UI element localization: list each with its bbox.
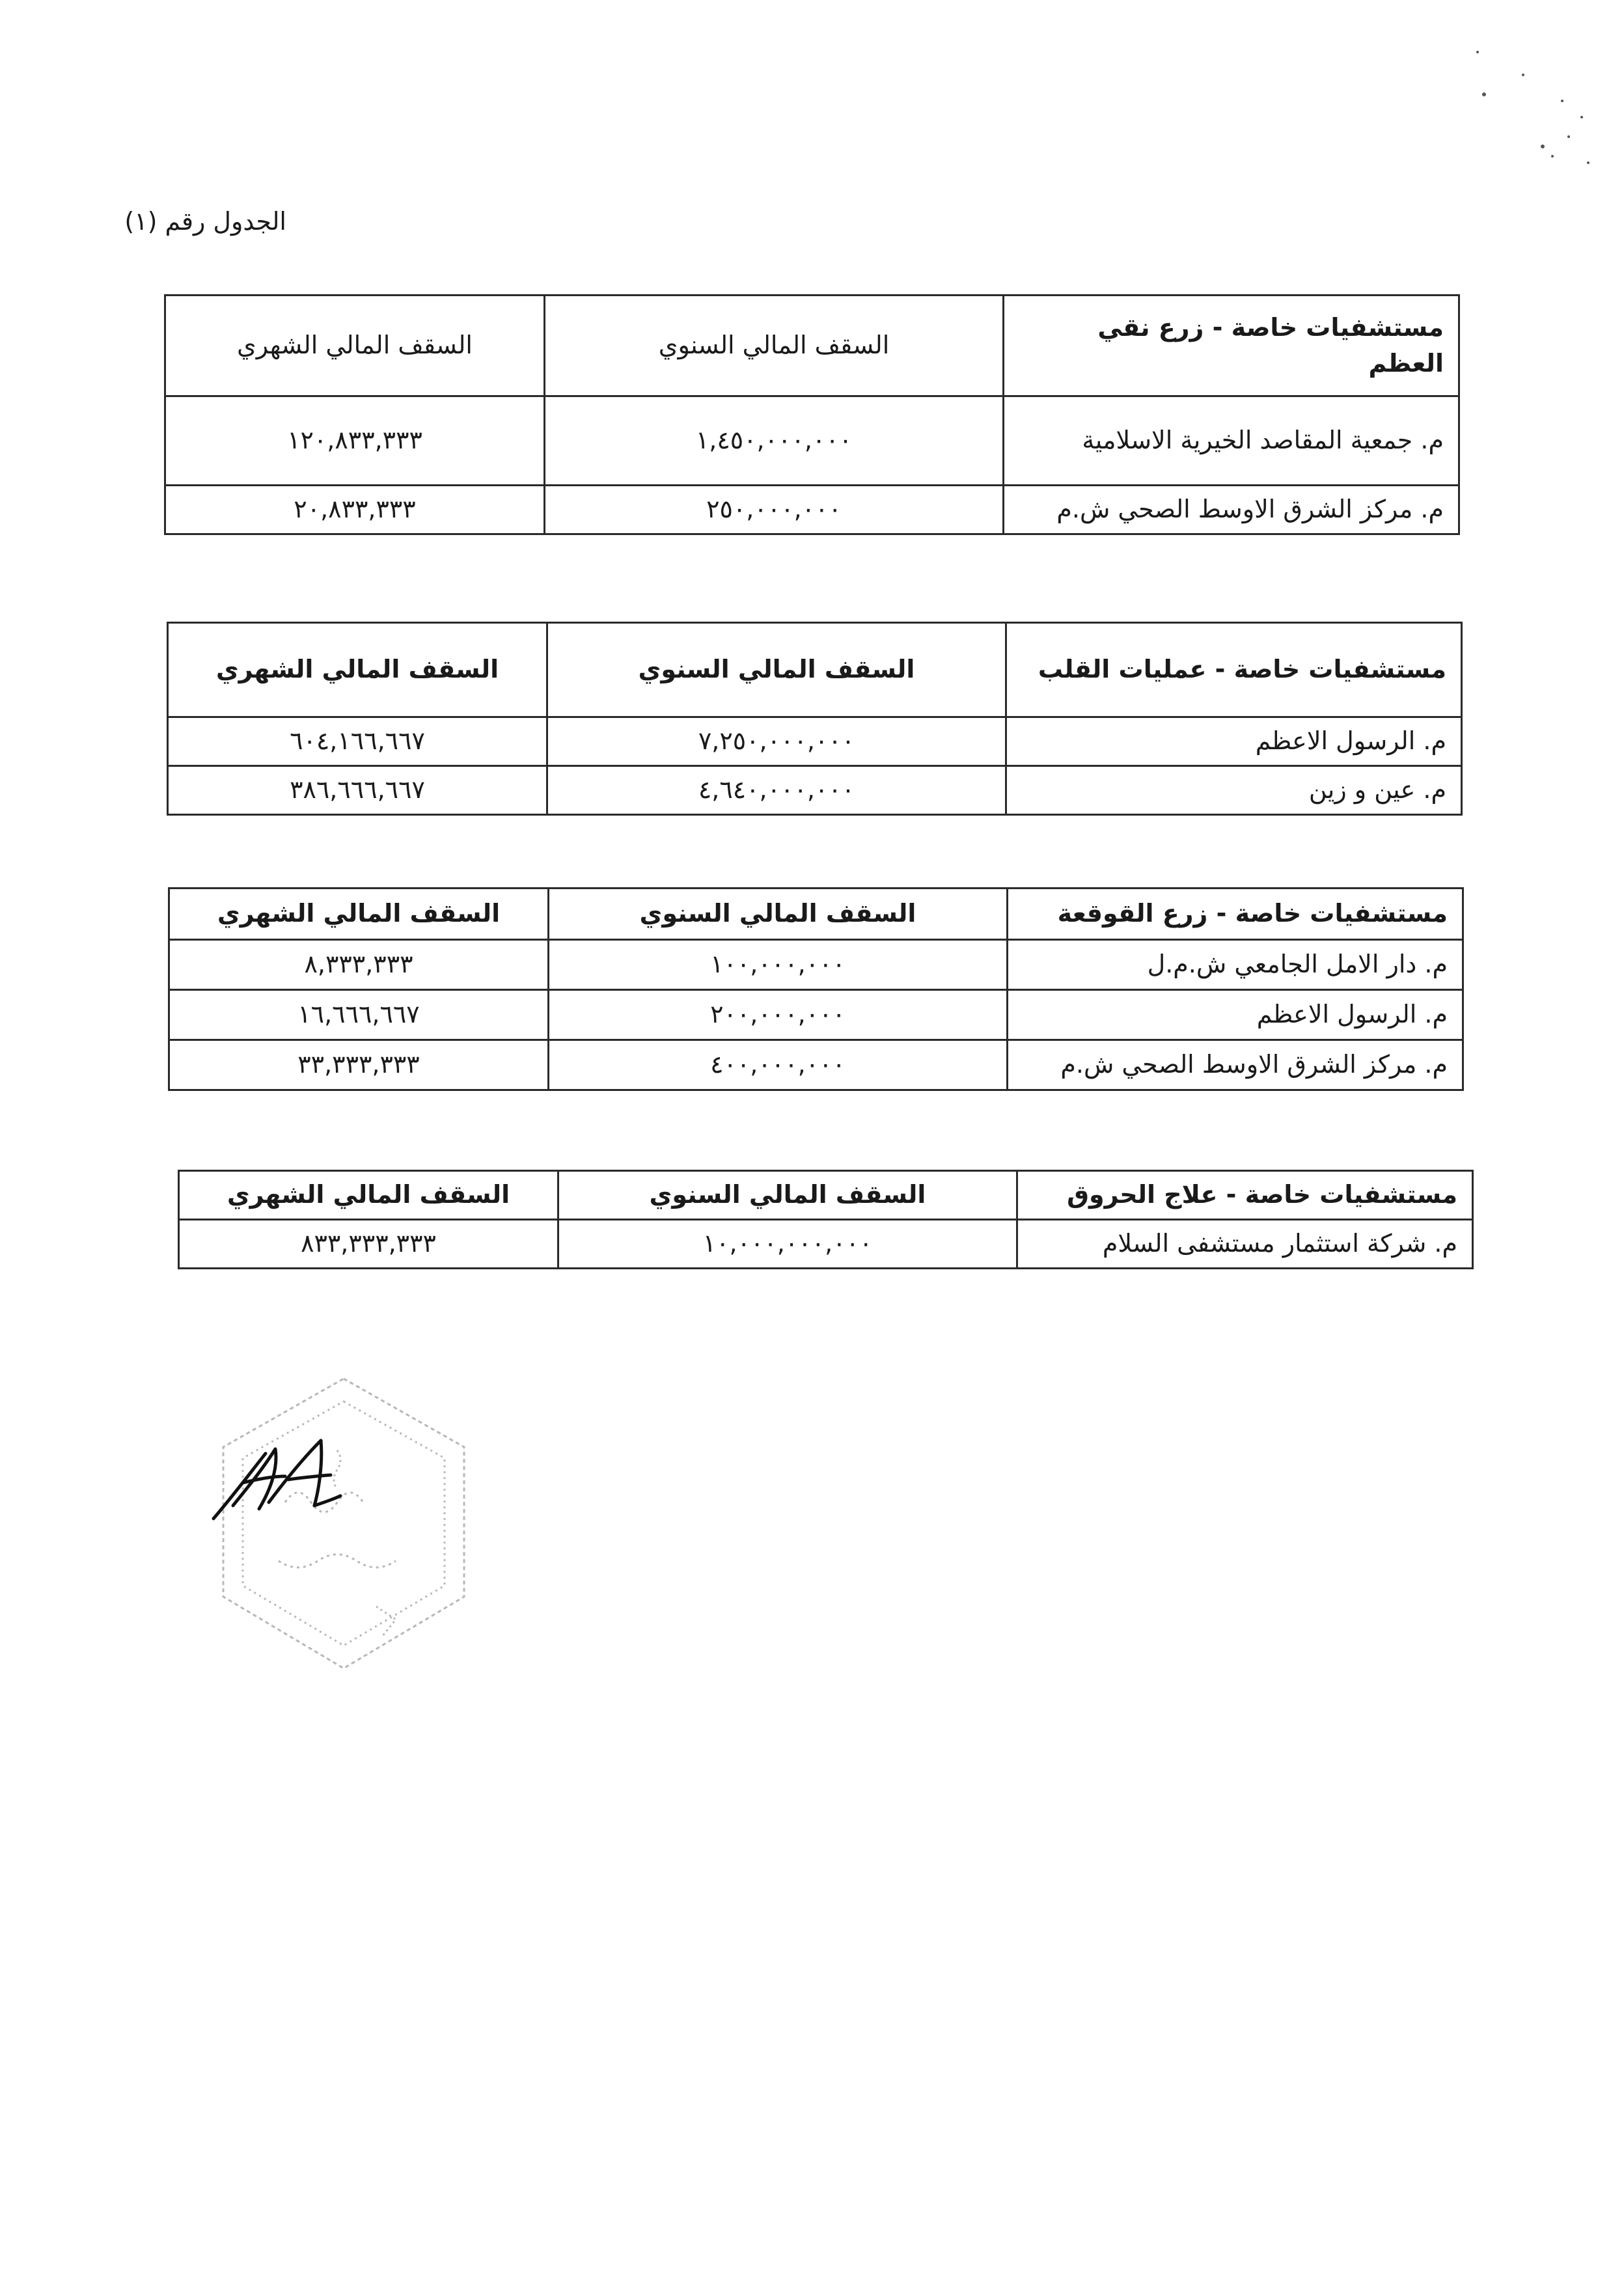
- monthly-ceiling-header: السقف المالي الشهري: [169, 889, 549, 940]
- annual-ceiling-value: ١,٤٥٠,٠٠٠,٠٠٠: [545, 396, 1004, 486]
- monthly-ceiling-header: السقف المالي الشهري: [179, 1171, 558, 1220]
- monthly-ceiling-header: السقف المالي الشهري: [168, 623, 547, 717]
- table-row: [165, 486, 1459, 534]
- annual-ceiling-value: ١٠,٠٠٠,٠٠٠,٠٠٠: [558, 1220, 1017, 1269]
- category-header: مستشفيات خاصة - علاج الحروق: [1017, 1171, 1473, 1220]
- monthly-ceiling-value: ٢٠,٨٣٣,٣٣٣: [165, 486, 545, 534]
- hospital-name: م. مركز الشرق الاوسط الصحي ش.م: [1004, 486, 1459, 534]
- table-row: [165, 396, 1459, 486]
- hospital-name: م. مركز الشرق الاوسط الصحي ش.م: [1008, 1040, 1463, 1090]
- category-header: مستشفيات خاصة - عمليات القلب: [1006, 623, 1462, 717]
- category-header: مستشفيات خاصة - زرع نقي العظم: [1004, 296, 1459, 396]
- burn-treatment-table: [178, 1170, 1474, 1269]
- monthly-ceiling-value: ٦٠٤,١٦٦,٦٦٧: [168, 717, 547, 766]
- table-number-title: الجدول رقم (١): [124, 207, 286, 236]
- cochlear-implant-table: [168, 887, 1464, 1091]
- table-row: [169, 1040, 1463, 1090]
- scan-specks: [1465, 26, 1595, 176]
- annual-ceiling-header: السقف المالي السنوي: [558, 1171, 1017, 1220]
- monthly-ceiling-value: ١٢٠,٨٣٣,٣٣٣: [165, 396, 545, 486]
- table-header-row: [179, 1171, 1473, 1220]
- annual-ceiling-header: السقف المالي السنوي: [549, 889, 1008, 940]
- handwritten-signature: [213, 1440, 340, 1519]
- annual-ceiling-header: السقف المالي السنوي: [547, 623, 1006, 717]
- annual-ceiling-header: السقف المالي السنوي: [545, 296, 1004, 396]
- table-row: [168, 766, 1462, 815]
- table-header-row: [168, 623, 1462, 717]
- hospital-name: م. الرسول الاعظم: [1006, 717, 1462, 766]
- annual-ceiling-value: ٢٥٠,٠٠٠,٠٠٠: [545, 486, 1004, 534]
- table-row: [169, 940, 1463, 990]
- annual-ceiling-value: ٤,٦٤٠,٠٠٠,٠٠٠: [547, 766, 1006, 815]
- monthly-ceiling-header: السقف المالي الشهري: [165, 296, 545, 396]
- official-stamp-signature: [207, 1372, 480, 1678]
- annual-ceiling-value: ٧,٢٥٠,٠٠٠,٠٠٠: [547, 717, 1006, 766]
- heart-surgery-table: [167, 622, 1463, 816]
- monthly-ceiling-value: ١٦,٦٦٦,٦٦٧: [169, 990, 549, 1040]
- monthly-ceiling-value: ٨٣٣,٣٣٣,٣٣٣: [179, 1220, 558, 1269]
- table-header-row: [169, 889, 1463, 940]
- monthly-ceiling-value: ٣٣,٣٣٣,٣٣٣: [169, 1040, 549, 1090]
- table-row: [169, 990, 1463, 1040]
- hospital-name: م. الرسول الاعظم: [1008, 990, 1463, 1040]
- monthly-ceiling-value: ٨,٣٣٣,٣٣٣: [169, 940, 549, 990]
- annual-ceiling-value: ٢٠٠,٠٠٠,٠٠٠: [549, 990, 1008, 1040]
- table-row: [179, 1220, 1473, 1269]
- monthly-ceiling-value: ٣٨٦,٦٦٦,٦٦٧: [168, 766, 547, 815]
- bone-marrow-table: [164, 294, 1460, 535]
- annual-ceiling-value: ١٠٠,٠٠٠,٠٠٠: [549, 940, 1008, 990]
- hospital-name: م. عين و زين: [1006, 766, 1462, 815]
- table-row: [168, 717, 1462, 766]
- stamp-seal-icon: [223, 1379, 464, 1668]
- hospital-name: م. شركة استثمار مستشفى السلام: [1017, 1220, 1473, 1269]
- hospital-name: م. دار الامل الجامعي ش.م.ل: [1008, 940, 1463, 990]
- hospital-name: م. جمعية المقاصد الخيرية الاسلامية: [1004, 396, 1459, 486]
- table-header-row: [165, 296, 1459, 396]
- annual-ceiling-value: ٤٠٠,٠٠٠,٠٠٠: [549, 1040, 1008, 1090]
- category-header: مستشفيات خاصة - زرع القوقعة: [1008, 889, 1463, 940]
